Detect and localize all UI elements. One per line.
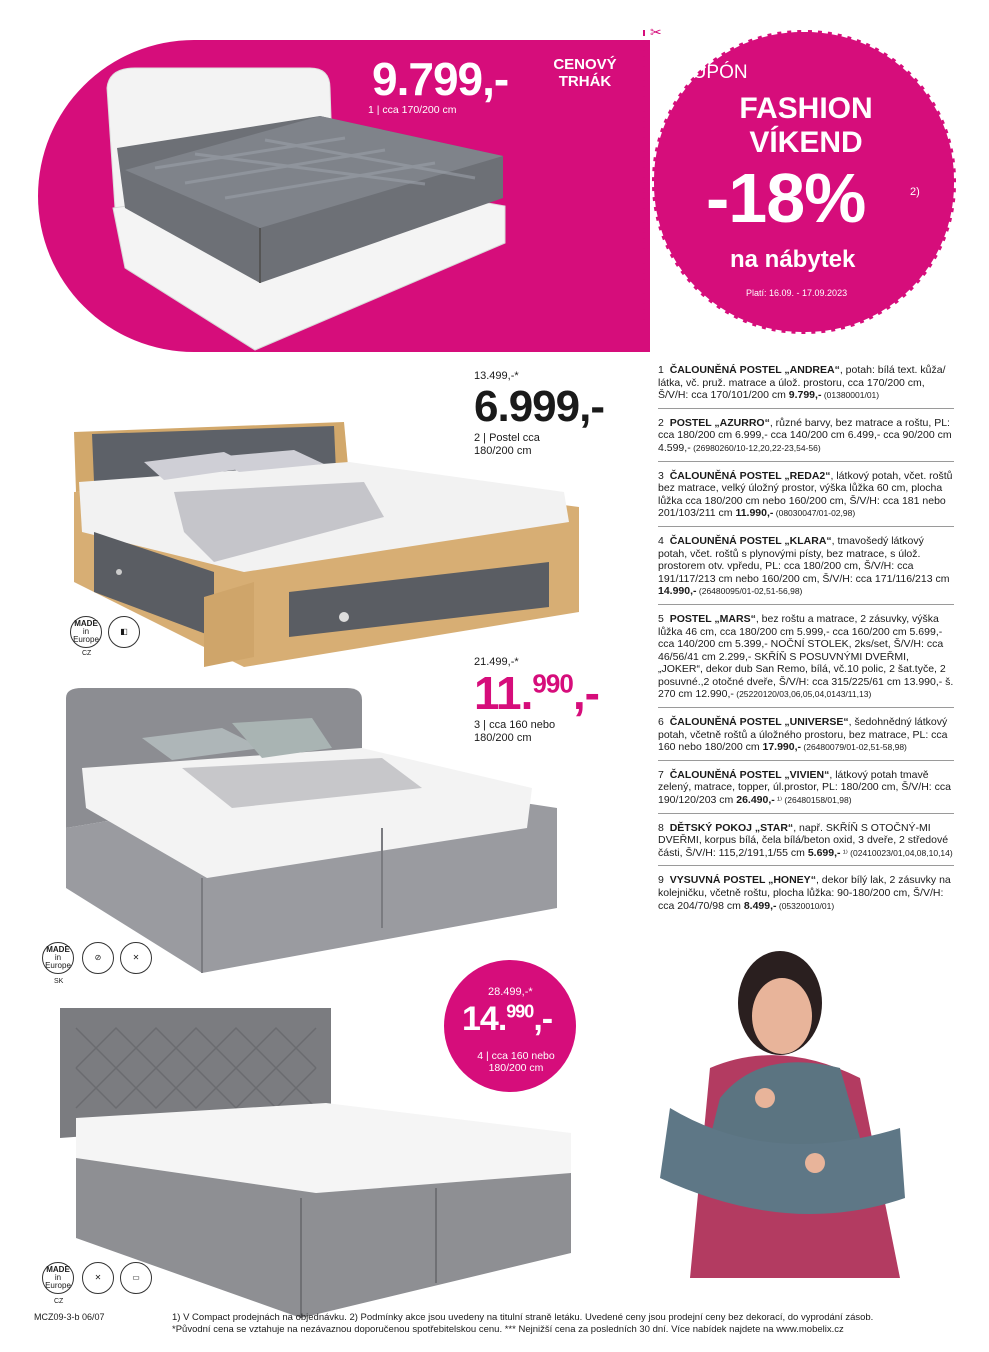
badge-made: MADE [46,945,70,954]
item-code: (05320010/01) [776,900,835,911]
product-2-old-price: 13.499,-* [474,370,519,382]
item-text: , potah: bílá text. kůža/ látka, vč. pruž. matrace a úlož. prostoru, cca 170/200 cm, Š/V/H: cca 170/101/200 cm [658,364,946,402]
coupon-discount: -18% [706,159,866,237]
product-2-size: 2 | Postel cca 180/200 cm [474,432,540,457]
description-item [658,415,954,462]
description-item [658,872,954,918]
item-name: ČALOUNĚNÁ POSTEL „UNIVERSE“ [669,716,849,729]
item-code: ¹⁾ (02410023/01,04,08,10,14) [840,847,953,858]
item-name: DĚTSKÝ POKOJ „STAR“ [669,821,794,834]
item-code: (08030047/01-02,98) [773,508,856,519]
description-item [658,533,954,605]
item-num: 7 [658,768,664,781]
item-price: 26.490,- [736,794,775,807]
made-in-europe-badge [42,942,74,974]
badge-in-europe: in Europe [45,1273,71,1290]
price-cents: 990 [532,668,573,699]
item-text: , dekor bílý lak, 2 zásuvky na kolejničku, včetně roštu, plocha lůžka: 90-180/200 cm, Š/V/H: cca 204/70/98 cm [658,874,951,912]
tag-line-1: CENOVÝ [553,56,617,73]
item-num: 3 [658,469,664,482]
coupon-footnote: 2) [910,186,920,198]
coupon-subtitle: na nábytek [730,246,856,273]
item-price: 17.990,- [762,741,802,754]
price-main: 14. [462,1000,507,1038]
item-num: 5 [658,612,664,625]
product-3-old-price: 21.499,-* [474,656,519,668]
catalog-code: MCZ09-3-b 06/07 [34,1312,105,1322]
gas-lift-icon: ⊘ [82,942,114,974]
banner-size: 1 | cca 170/200 cm [368,104,457,116]
coupon-title-1: FASHION [739,92,873,125]
item-text: , šedohnědný látkový potah, včetně roštů a úložného prostoru, bez matrace, PL: cca 160 nebo 180/200 cm [658,716,948,754]
item-name: VYSUVNÁ POSTEL „HONEY“ [669,874,816,887]
price-main: 11. [474,667,533,719]
item-num: 9 [658,874,664,887]
description-item [658,767,954,814]
item-price: 14.990,- [658,585,697,598]
color-swatch-icon: ◧ [108,616,140,648]
cenovy-trhak-tag [549,56,621,90]
item-price: 9.799,- [788,389,822,402]
item-name: ČALOUNĚNÁ POSTEL „KLARA“ [669,534,832,547]
item-num: 8 [658,821,664,834]
item-name: ČALOUNĚNÁ POSTEL „ANDREA“ [669,364,840,376]
item-num: 6 [658,716,664,729]
model-with-pillow-image [650,948,920,1278]
product-4-size: 4 | cca 160 nebo 180/200 cm [477,1050,555,1074]
price-end: ,- [533,1000,553,1038]
footer-line-2: *Původní cena se vztahuje na nezávaznou doporučenou spotřebitelskou cenu. *** Nejnižší cena za posledních 30 dní. Více nabídek najdete na www.mobelix.cz [172,1324,844,1335]
made-in-europe-badge [42,1262,74,1294]
origin-cz-2: CZ [54,1298,64,1305]
coupon-validity: Platí: 16.09. - 17.09.2023 [746,288,848,298]
item-text: , např. SKŘÍŇ S OTOČNÝ-MI DVEŘMI, korpus bílá, čela bílá/beton oxid, 3 dveře, 2 středové části, Š/V/H: 115,2/191,1/55 cm [658,821,949,859]
product-4-old-price: 28.499,-* [488,986,533,998]
description-item [658,611,954,708]
footer-line-1: 1) V Compact prodejnách na objednávku. 2) Podmínky akce jsou uvedeny na titulní straně letáku. Uvedené ceny jsou prodejní ceny bez dekorací, do vyprodání zásob. [172,1312,874,1323]
product-3-price [474,666,599,720]
badge-in-europe: in Europe [73,627,99,644]
item-code: (25220120/03,06,05,04,0143/11,13) [733,689,872,700]
description-item [658,714,954,761]
item-num: 2 [658,416,664,429]
item-price: 8.499,- [743,899,777,912]
no-mattress-icon: ✕ [120,942,152,974]
product-descriptions [658,362,954,924]
coupon-title-2: VÍKEND [749,126,863,159]
footer-notes [172,1312,962,1336]
description-item [658,468,954,527]
badge-made: MADE [74,619,98,628]
item-price: 11.990,- [735,507,774,520]
item-text: , látkový potah tmavě zelený, matrace, topper, úl.prostor, PL: 180/200 cm, Š/V/H: cca 190/120/203 cm [658,768,951,807]
item-name: ČALOUNĚNÁ POSTEL „VIVIEN“ [669,768,830,781]
banner-price: 9.799,- [372,53,509,105]
coupon-label: KUPÓN [680,62,748,83]
scissors-icon: ✂ [650,24,662,40]
item-text: , různé barvy, bez matrace a roštu, PL: cca 180/200 cm 6.999,- cca 140/200 cm 6.499,- cca 90/200 cm 4.599,- [658,416,952,454]
description-item [658,820,954,867]
item-text: , tmavošedý látkový potah, včet. roštů s plynovými písty, bez matrace, s úlož. prostorem otv. vpředu, PL: cca 180/200 cm, Š/V/H: cca 191/117/213 cm nebo 160/200 cm, Š/V/H: cca 171/116/213 cm [658,534,950,585]
item-code: (26480079/01-02,51-58,98) [801,742,907,753]
no-mattress-icon: ✕ [82,1262,114,1294]
origin-sk: SK [54,978,64,985]
price-end: ,- [572,667,599,719]
item-code: ¹⁾ (26480158/01,98) [774,795,852,806]
bed-azurro-image [64,422,584,672]
item-num: 1 [658,364,664,376]
coupon-title [716,92,896,160]
price-cents: 990 [506,1001,534,1022]
coupon-cut-line [643,30,657,330]
item-code: (01380001/01) [821,390,880,401]
product-2-price: 6.999,- [474,382,604,431]
item-text: , látkový potah, včet. roštů bez matrace, velký úložný prostor, výška lůžka 60 cm, plocha lůžka cca 180/200 cm nebo 160/200 cm, Š/V/H: cca 181 nebo 201/103/211 cm [658,469,953,520]
badge-in-europe: in Europe [45,953,71,970]
item-name: POSTEL „MARS“ [669,612,756,625]
item-code: (26980260/10-12,20,22-23,54-56) [690,442,821,453]
item-name: POSTEL „AZURRO“ [669,416,770,429]
item-price: 5.699,- [807,846,841,859]
item-code: (26480095/01-02,51-56,98) [696,586,803,597]
item-num: 4 [658,534,664,547]
description-item [658,362,954,409]
product-3-size: 3 | cca 160 nebo 180/200 cm [474,719,556,744]
item-name: ČALOUNĚNÁ POSTEL „REDA2“ [669,469,831,482]
badge-made: MADE [46,1265,70,1274]
tag-line-2: TRHÁK [558,73,612,90]
made-in-europe-badge [70,616,102,648]
storage-icon: ▭ [120,1262,152,1294]
item-text: , bez roštu a matrace, 2 zásuvky, výška lůžka 46 cm, cca 180/200 cm 5.999,- cca 160/200 cm 5.699,- cca 140/200 cm 5.399,- NOČNÍ STOLEK, 2ks/set, Š/V/H: cca 46/56/41 cm 2.299,- SKŘÍŇ S POSUVNÝMI DVEŘMI, „JOKER“, dekor dub San Remo, bílá, vč.10 polic, 2 šat.tyče, 2 posuvné.,2 otočné dveře, Š/V/H: cca 315/225/61 cm 13.990,- š. 270 cm 12.990,- [658,612,954,701]
origin-cz-1: CZ [82,650,92,657]
